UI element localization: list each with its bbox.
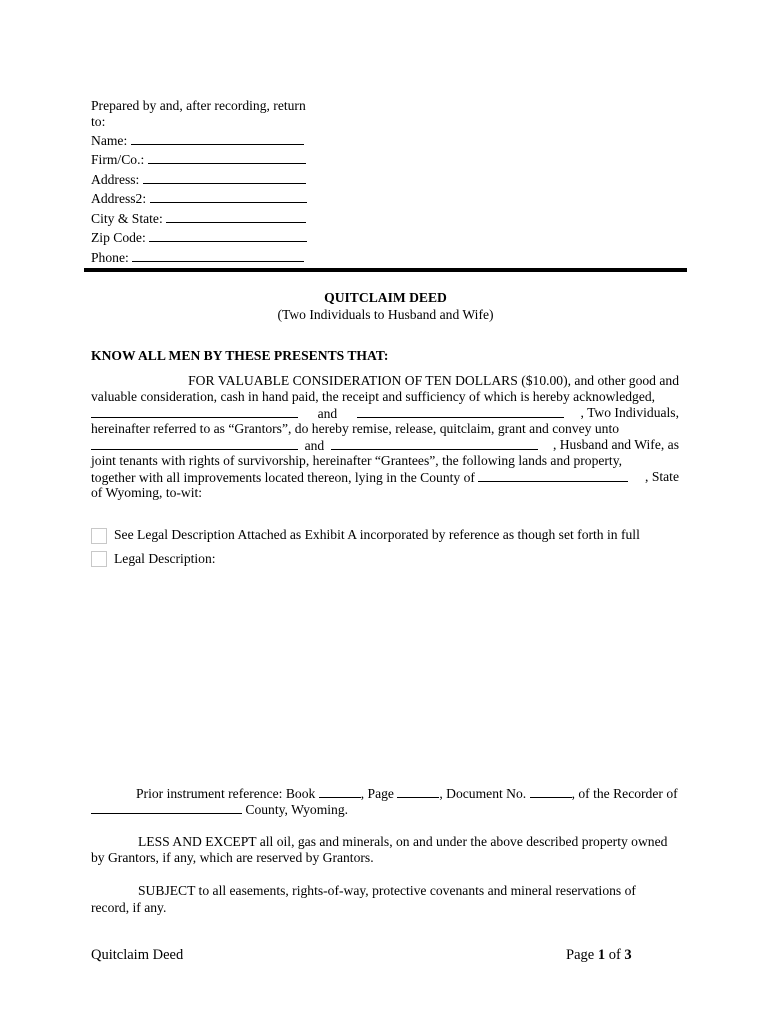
two-individuals-text: , Two Individuals,: [580, 405, 679, 420]
return-address2-row: [91, 189, 307, 209]
header-divider: [84, 268, 687, 272]
consideration-line-5: [91, 437, 679, 454]
intro-heading: KNOW ALL MEN BY THESE PRESENTS THAT:: [91, 348, 389, 363]
of-word: of: [605, 947, 625, 963]
subject-to-line-1: SUBJECT to all easements, rights-of-way, protective covenants and mineral reservations of: [138, 883, 636, 898]
legal-description-label: Legal Description:: [114, 551, 216, 566]
grantee-1-field[interactable]: [91, 437, 298, 450]
return-firm-field[interactable]: [148, 150, 306, 164]
state-text: , State: [645, 469, 679, 484]
husband-wife-text: , Husband and Wife, as: [552, 437, 679, 452]
return-city-state-label: City & State:: [91, 211, 163, 226]
consideration-line-7: [91, 469, 679, 486]
recorder-text: , of the Recorder of: [571, 786, 678, 801]
return-firm-row: [91, 150, 306, 170]
page-total: 3: [624, 947, 632, 963]
page-word: Page: [566, 947, 598, 963]
less-except-line-2: by Grantors, if any, which are reserved by Grantors.: [91, 850, 374, 865]
prepared-by-heading: Prepared by and, after recording, return: [91, 98, 306, 113]
return-city-state-row: [91, 209, 306, 229]
county-lead-text: together with all improvements located thereon, lying in the County of: [91, 470, 475, 485]
book-field[interactable]: [319, 785, 361, 798]
page-current: 1: [597, 947, 606, 963]
deed-title: QUITCLAIM DEED: [324, 290, 447, 305]
deed-subtitle: (Two Individuals to Husband and Wife): [277, 307, 494, 322]
subject-to-line-2: record, if any.: [91, 900, 167, 915]
and-text: and: [304, 438, 325, 453]
return-name-field[interactable]: [131, 131, 304, 145]
footer-doc-title: Quitclaim Deed: [91, 947, 184, 963]
recorder-county-field[interactable]: [91, 801, 242, 814]
consideration-line-1: FOR VALUABLE CONSIDERATION OF TEN DOLLARS ($10.00), and other good and: [188, 373, 679, 388]
grantee-2-field[interactable]: [331, 437, 538, 450]
exhibit-label: See Legal Description Attached as Exhibit A incorporated by reference as though set forth in full: [114, 527, 640, 542]
return-address2-field[interactable]: [150, 189, 307, 203]
return-phone-label: Phone:: [91, 250, 129, 265]
county-wyoming-text: County, Wyoming.: [242, 802, 349, 817]
return-name-row: [91, 131, 304, 151]
legal-description-checkbox[interactable]: [91, 551, 107, 567]
footer-page-number: [566, 947, 632, 964]
return-firm-label: Firm/Co.:: [91, 152, 145, 167]
page-field[interactable]: [397, 785, 439, 798]
grantor-2-field[interactable]: [357, 405, 564, 418]
return-phone-field[interactable]: [132, 248, 304, 262]
county-field[interactable]: [478, 469, 628, 482]
return-phone-row: [91, 248, 304, 268]
grantor-1-field[interactable]: [91, 405, 298, 418]
prior-instrument-line-1: [136, 785, 678, 802]
consideration-line-6: joint tenants with rights of survivorship, hereinafter “Grantees”, the following lands and property,: [91, 453, 623, 468]
return-address-row: [91, 170, 306, 190]
prior-instrument-line-2: [91, 801, 348, 818]
prepared-by-heading-cont: to:: [91, 114, 106, 129]
less-except-line-1: LESS AND EXCEPT all oil, gas and minerals, on and under the above described property owned: [138, 834, 668, 849]
document-no-field[interactable]: [530, 785, 572, 798]
consideration-line-8: of Wyoming, to-wit:: [91, 485, 203, 500]
document-no-label: , Document No.: [439, 786, 530, 801]
page-label: , Page: [360, 786, 398, 801]
return-city-state-field[interactable]: [166, 209, 306, 223]
return-name-label: Name:: [91, 133, 128, 148]
exhibit-checkbox[interactable]: [91, 528, 107, 544]
return-address-label: Address:: [91, 172, 140, 187]
return-address2-label: Address2:: [91, 191, 147, 206]
consideration-line-3: [91, 405, 679, 422]
book-label: Prior instrument reference: Book: [136, 786, 319, 801]
consideration-line-2: valuable consideration, cash in hand paid, the receipt and sufficiency of which is hereby acknowledged,: [91, 389, 656, 404]
return-zip-label: Zip Code:: [91, 230, 146, 245]
return-zip-row: [91, 228, 307, 248]
consideration-line-4: hereinafter referred to as “Grantors”, do hereby remise, release, quitclaim, grant and convey unto: [91, 421, 620, 436]
return-address-field[interactable]: [143, 170, 306, 184]
return-zip-field[interactable]: [149, 228, 307, 242]
and-text: and: [317, 406, 338, 421]
